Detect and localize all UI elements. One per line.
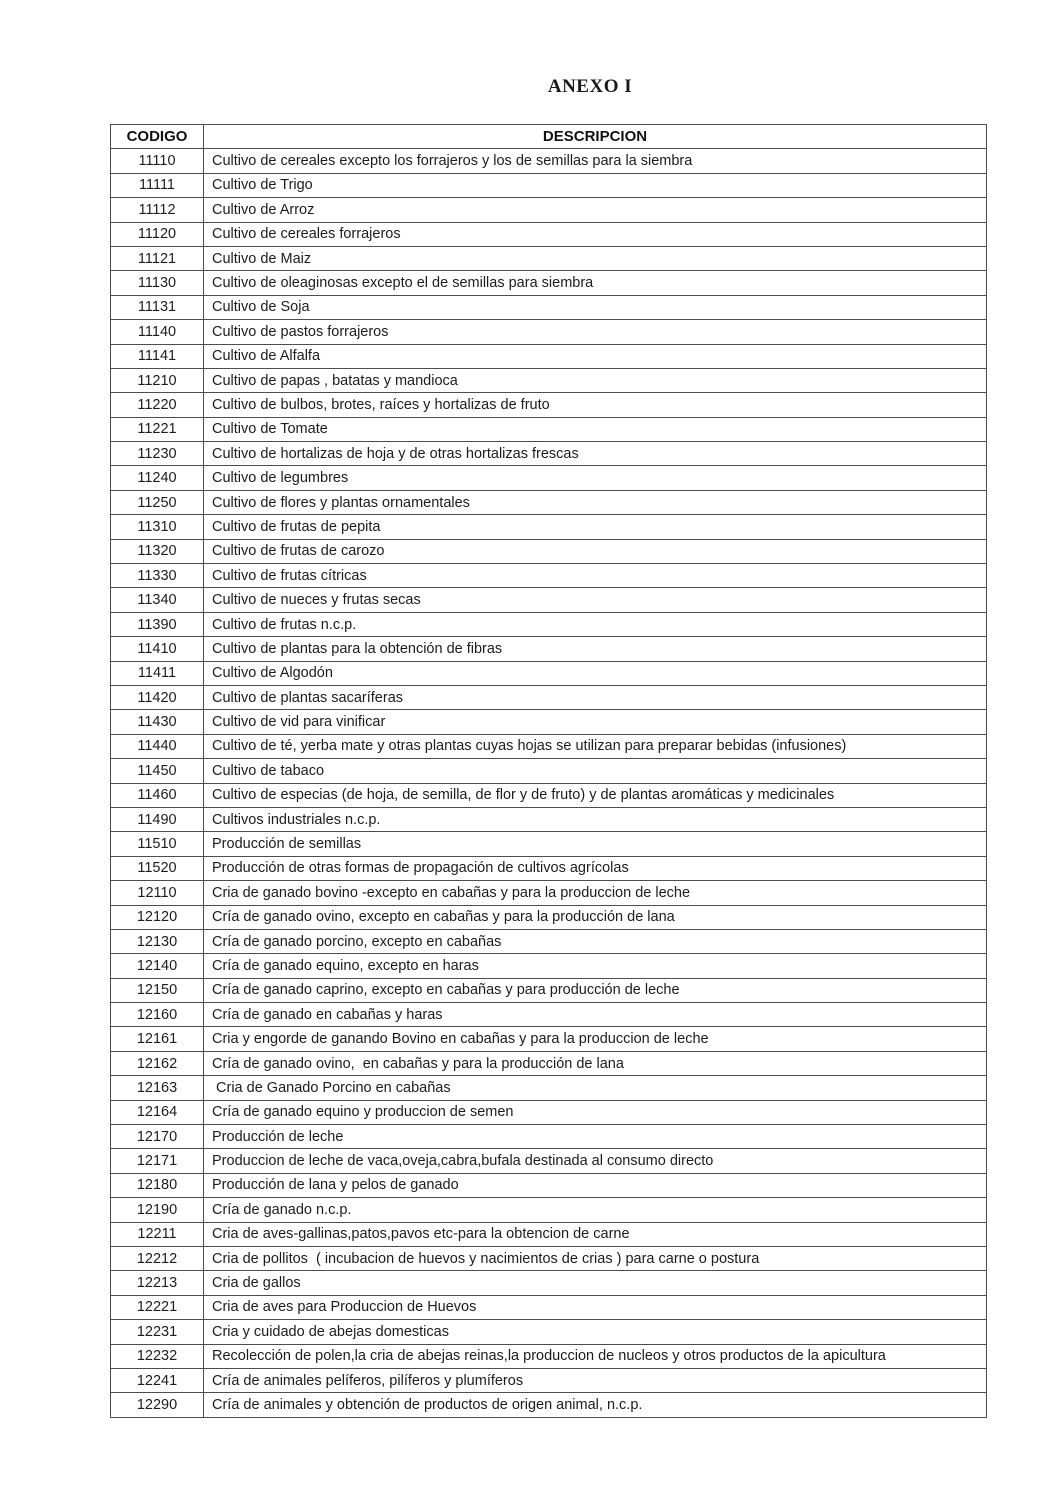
table-row <box>111 1198 987 1222</box>
description-cell: Cultivo de bulbos, brotes, raíces y hortalizas de fruto <box>204 393 987 417</box>
code-cell: 11390 <box>111 612 204 636</box>
table-row <box>111 320 987 344</box>
code-cell: 11220 <box>111 393 204 417</box>
code-cell: 12212 <box>111 1246 204 1270</box>
code-cell: 11121 <box>111 246 204 270</box>
code-cell: 12160 <box>111 1003 204 1027</box>
description-cell: Cultivo de frutas cítricas <box>204 564 987 588</box>
code-cell: 12231 <box>111 1320 204 1344</box>
table-row <box>111 905 987 929</box>
table-row <box>111 149 987 173</box>
code-cell: 11140 <box>111 320 204 344</box>
code-cell: 11320 <box>111 539 204 563</box>
code-cell: 11490 <box>111 807 204 831</box>
table-row <box>111 539 987 563</box>
description-cell: Cria de gallos <box>204 1271 987 1295</box>
code-cell: 11250 <box>111 490 204 514</box>
code-cell: 11410 <box>111 637 204 661</box>
description-cell: Cultivo de hortalizas de hoja y de otras hortalizas frescas <box>204 442 987 466</box>
table-row <box>111 1246 987 1270</box>
description-cell: Cria y cuidado de abejas domesticas <box>204 1320 987 1344</box>
description-cell: Cultivo de frutas n.c.p. <box>204 612 987 636</box>
code-cell: 11131 <box>111 295 204 319</box>
code-cell: 11120 <box>111 222 204 246</box>
header-codigo: CODIGO <box>111 125 204 149</box>
code-cell: 11111 <box>111 173 204 197</box>
description-cell: Cultivo de Algodón <box>204 661 987 685</box>
code-cell: 11310 <box>111 515 204 539</box>
table-row <box>111 1173 987 1197</box>
description-cell: Cria de Ganado Porcino en cabañas <box>204 1076 987 1100</box>
code-cell: 11230 <box>111 442 204 466</box>
description-cell: Cultivo de especias (de hoja, de semilla, de flor y de fruto) y de plantas aromáticas y medicinales <box>204 783 987 807</box>
table-row <box>111 954 987 978</box>
code-cell: 11141 <box>111 344 204 368</box>
code-cell: 12232 <box>111 1344 204 1368</box>
table-row <box>111 661 987 685</box>
description-cell: Producción de otras formas de propagación de cultivos agrícolas <box>204 856 987 880</box>
description-cell: Cria de aves para Produccion de Huevos <box>204 1295 987 1319</box>
code-cell: 11210 <box>111 368 204 392</box>
description-cell: Producción de leche <box>204 1125 987 1149</box>
description-cell: Cultivo de plantas sacaríferas <box>204 685 987 709</box>
description-cell: Cultivo de vid para vinificar <box>204 710 987 734</box>
code-cell: 11112 <box>111 198 204 222</box>
table-row <box>111 564 987 588</box>
table-row <box>111 783 987 807</box>
table-row <box>111 271 987 295</box>
description-cell: Cultivo de cereales excepto los forrajeros y los de semillas para la siembra <box>204 149 987 173</box>
table-row <box>111 1393 987 1417</box>
table-row <box>111 978 987 1002</box>
table-row <box>111 466 987 490</box>
table-row <box>111 1271 987 1295</box>
description-cell: Producción de lana y pelos de ganado <box>204 1173 987 1197</box>
code-cell: 12110 <box>111 881 204 905</box>
code-cell: 12164 <box>111 1100 204 1124</box>
description-cell: Cultivo de Alfalfa <box>204 344 987 368</box>
table-row <box>111 588 987 612</box>
table-row <box>111 856 987 880</box>
description-cell: Cultivo de Arroz <box>204 198 987 222</box>
table-row <box>111 1149 987 1173</box>
code-cell: 11460 <box>111 783 204 807</box>
table-row <box>111 490 987 514</box>
table-row <box>111 417 987 441</box>
description-cell: Cría de ganado ovino, excepto en cabañas y para la producción de lana <box>204 905 987 929</box>
code-cell: 12290 <box>111 1393 204 1417</box>
header-row <box>111 125 987 149</box>
table-row <box>111 1222 987 1246</box>
description-cell: Cria de ganado bovino -excepto en cabañas y para la produccion de leche <box>204 881 987 905</box>
table-row <box>111 1027 987 1051</box>
table-row <box>111 442 987 466</box>
description-cell: Cría de ganado equino y produccion de semen <box>204 1100 987 1124</box>
description-cell: Cría de ganado caprino, excepto en cabañas y para producción de leche <box>204 978 987 1002</box>
description-cell: Cría de animales y obtención de productos de origen animal, n.c.p. <box>204 1393 987 1417</box>
description-cell: Cultivo de tabaco <box>204 759 987 783</box>
table-row <box>111 222 987 246</box>
description-cell: Cria de aves-gallinas,patos,pavos etc-para la obtencion de carne <box>204 1222 987 1246</box>
table-row <box>111 637 987 661</box>
code-cell: 12190 <box>111 1198 204 1222</box>
table-row <box>111 612 987 636</box>
code-cell: 11450 <box>111 759 204 783</box>
description-cell: Cultivo de nueces y frutas secas <box>204 588 987 612</box>
code-cell: 11510 <box>111 832 204 856</box>
code-cell: 11240 <box>111 466 204 490</box>
table-row <box>111 685 987 709</box>
code-cell: 11411 <box>111 661 204 685</box>
table-row <box>111 929 987 953</box>
page-title: ANEXO I <box>547 76 633 97</box>
code-cell: 12120 <box>111 905 204 929</box>
description-cell: Cultivo de té, yerba mate y otras plantas cuyas hojas se utilizan para preparar bebidas (infusiones) <box>204 734 987 758</box>
code-cell: 11130 <box>111 271 204 295</box>
code-cell: 12163 <box>111 1076 204 1100</box>
code-cell: 11340 <box>111 588 204 612</box>
description-cell: Cultivo de Trigo <box>204 173 987 197</box>
code-cell: 12170 <box>111 1125 204 1149</box>
description-cell: Cría de ganado n.c.p. <box>204 1198 987 1222</box>
code-cell: 12221 <box>111 1295 204 1319</box>
table-row <box>111 881 987 905</box>
table-row <box>111 173 987 197</box>
description-cell: Cultivo de Soja <box>204 295 987 319</box>
description-cell: Cría de animales pelíferos, pilíferos y plumíferos <box>204 1368 987 1392</box>
code-cell: 11110 <box>111 149 204 173</box>
code-cell: 11430 <box>111 710 204 734</box>
header-descripcion: DESCRIPCION <box>204 125 987 149</box>
table-row <box>111 1076 987 1100</box>
description-cell: Cultivo de oleaginosas excepto el de semillas para siembra <box>204 271 987 295</box>
description-cell: Cría de ganado porcino, excepto en cabañas <box>204 929 987 953</box>
table-row <box>111 368 987 392</box>
code-cell: 11420 <box>111 685 204 709</box>
description-cell: Cultivo de Maiz <box>204 246 987 270</box>
table-row <box>111 393 987 417</box>
description-cell: Cultivo de legumbres <box>204 466 987 490</box>
code-cell: 11520 <box>111 856 204 880</box>
table-row <box>111 1320 987 1344</box>
table-row <box>111 759 987 783</box>
description-cell: Cría de ganado ovino, en cabañas y para la producción de lana <box>204 1051 987 1075</box>
description-cell: Cultivo de pastos forrajeros <box>204 320 987 344</box>
code-cell: 12161 <box>111 1027 204 1051</box>
code-cell: 12180 <box>111 1173 204 1197</box>
description-cell: Cultivo de Tomate <box>204 417 987 441</box>
description-cell: Cultivo de flores y plantas ornamentales <box>204 490 987 514</box>
code-cell: 11440 <box>111 734 204 758</box>
description-cell: Cría de ganado en cabañas y haras <box>204 1003 987 1027</box>
table-row <box>111 1100 987 1124</box>
description-cell: Recolección de polen,la cria de abejas reinas,la produccion de nucleos y otros productos de la apicultura <box>204 1344 987 1368</box>
code-cell: 11330 <box>111 564 204 588</box>
codes-table <box>110 124 987 1418</box>
table-row <box>111 1295 987 1319</box>
description-cell: Cultivo de frutas de carozo <box>204 539 987 563</box>
code-cell: 12171 <box>111 1149 204 1173</box>
code-cell: 12130 <box>111 929 204 953</box>
table-row <box>111 1003 987 1027</box>
table-row <box>111 1125 987 1149</box>
description-cell: Produccion de leche de vaca,oveja,cabra,bufala destinada al consumo directo <box>204 1149 987 1173</box>
description-cell: Cría de ganado equino, excepto en haras <box>204 954 987 978</box>
table-row <box>111 1051 987 1075</box>
code-cell: 11221 <box>111 417 204 441</box>
code-cell: 12140 <box>111 954 204 978</box>
table-row <box>111 515 987 539</box>
code-cell: 12162 <box>111 1051 204 1075</box>
description-cell: Cultivo de papas , batatas y mandioca <box>204 368 987 392</box>
table-body <box>111 149 987 1417</box>
description-cell: Cria y engorde de ganando Bovino en cabañas y para la produccion de leche <box>204 1027 987 1051</box>
description-cell: Cultivo de cereales forrajeros <box>204 222 987 246</box>
description-cell: Cultivos industriales n.c.p. <box>204 807 987 831</box>
code-cell: 12213 <box>111 1271 204 1295</box>
table-row <box>111 832 987 856</box>
code-cell: 12211 <box>111 1222 204 1246</box>
table-row <box>111 295 987 319</box>
table-row <box>111 1344 987 1368</box>
description-cell: Cria de pollitos ( incubacion de huevos y nacimientos de crias ) para carne o postura <box>204 1246 987 1270</box>
table-row <box>111 734 987 758</box>
code-cell: 12150 <box>111 978 204 1002</box>
table-row <box>111 710 987 734</box>
table-row <box>111 344 987 368</box>
description-cell: Producción de semillas <box>204 832 987 856</box>
table-row <box>111 246 987 270</box>
table-row <box>111 1368 987 1392</box>
description-cell: Cultivo de plantas para la obtención de fibras <box>204 637 987 661</box>
table-row <box>111 807 987 831</box>
table-header <box>111 125 987 149</box>
description-cell: Cultivo de frutas de pepita <box>204 515 987 539</box>
table-row <box>111 198 987 222</box>
code-cell: 12241 <box>111 1368 204 1392</box>
